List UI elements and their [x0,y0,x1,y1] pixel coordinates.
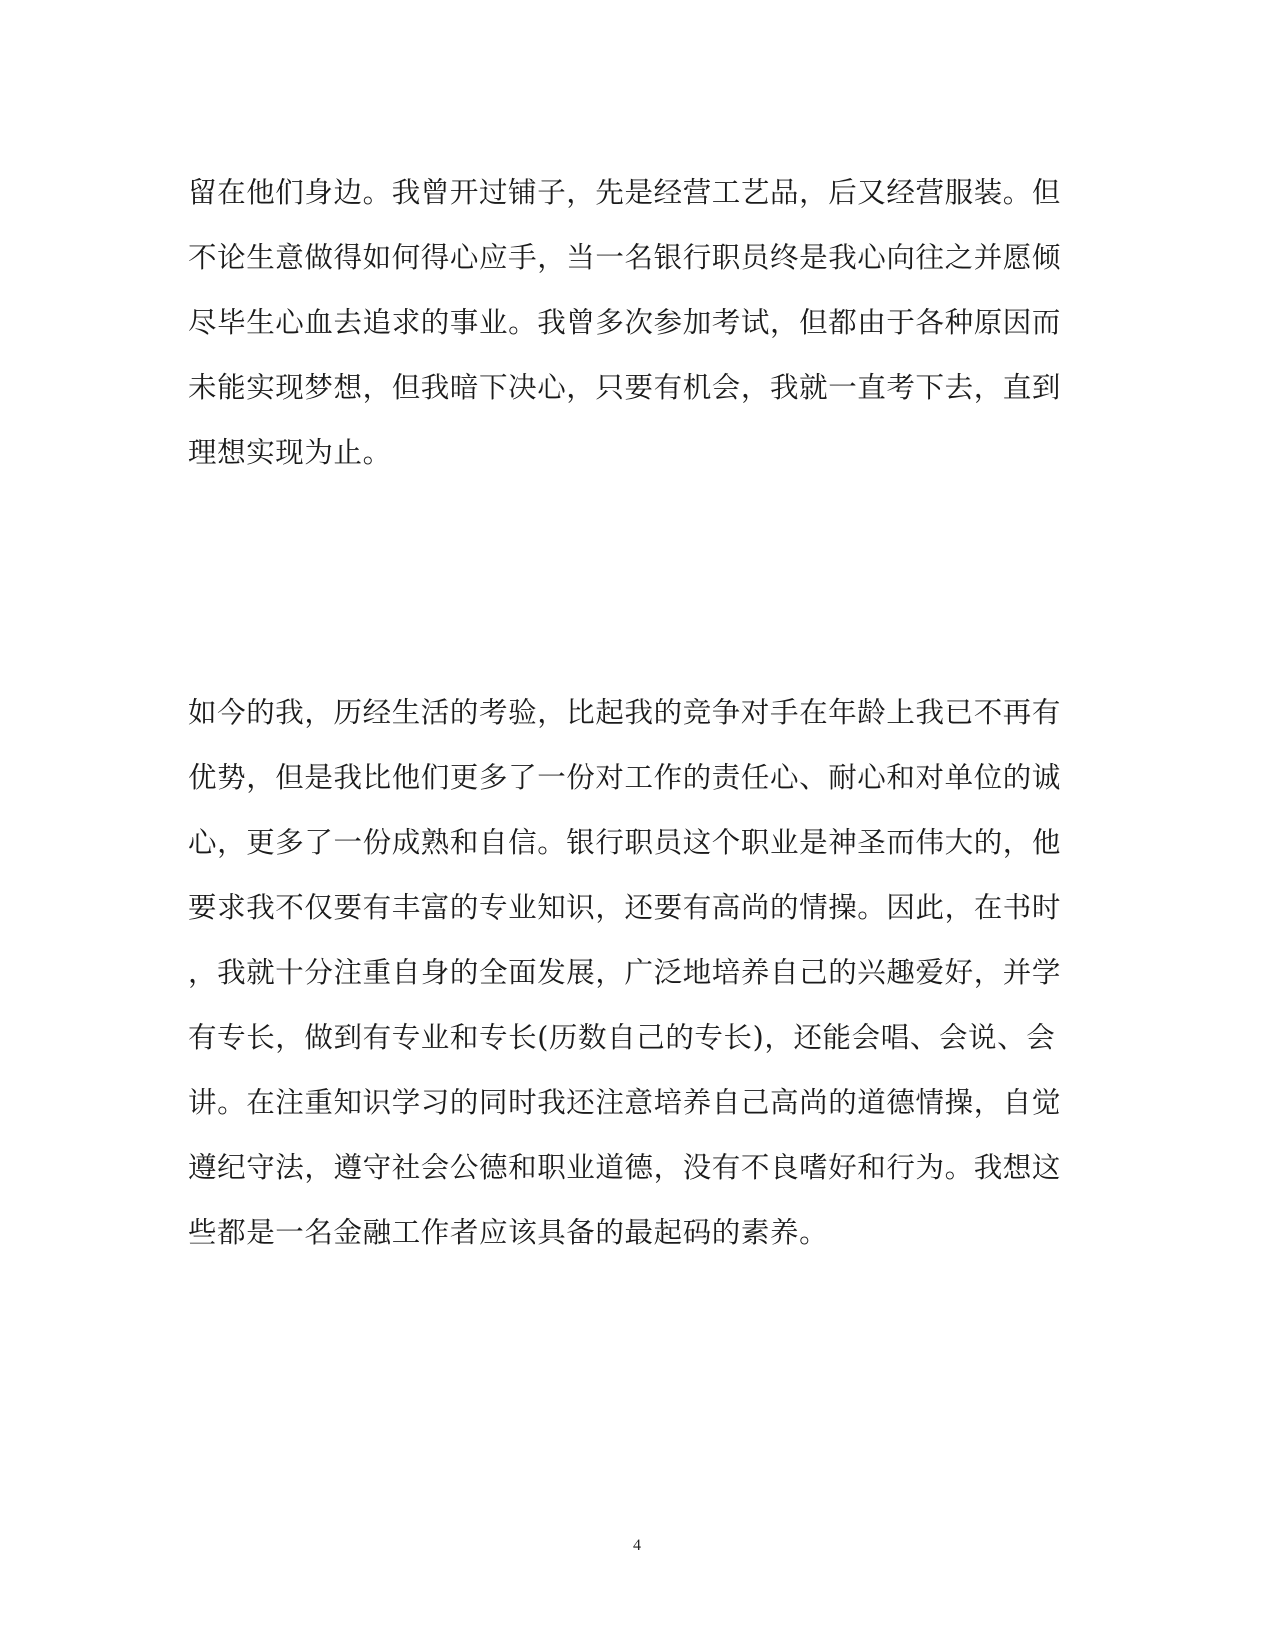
text-line: 优势，但是我比他们更多了一份对工作的责任心、耐心和对单位的诚 [188,761,1062,794]
paragraph-2 [188,680,1068,1265]
paragraph-1 [188,160,1068,485]
text-line: 理想实现为止。 [188,436,392,469]
text-line: ，我就十分注重自身的全面发展，广泛地培养自己的兴趣爱好，并学 [188,956,1062,989]
text-line: 讲。在注重知识学习的同时我还注意培养自己高尚的道德情操，自觉 [188,1086,1062,1119]
text-line: 如今的我，历经生活的考验，比起我的竞争对手在年龄上我已不再有 [188,696,1062,729]
text-line: 些都是一名金融工作者应该具备的最起码的素养。 [188,1216,829,1249]
text-line: 尽毕生心血去追求的事业。我曾多次参加考试，但都由于各种原因而 [188,306,1062,339]
text-line: 留在他们身边。我曾开过铺子，先是经营工艺品，后又经营服装。但 [188,176,1062,209]
text-line: 心，更多了一份成熟和自信。银行职员这个职业是神圣而伟大的，他 [188,826,1062,859]
text-line: 未能实现梦想，但我暗下决心，只要有机会，我就一直考下去，直到 [188,371,1062,404]
text-line: 要求我不仅要有丰富的专业知识，还要有高尚的情操。因此，在书时 [188,891,1062,924]
text-line: 有专长，做到有专业和专长(历数自己的专长)，还能会唱、会说、会 [188,1021,1056,1054]
text-line: 遵纪守法，遵守社会公德和职业道德，没有不良嗜好和行为。我想这 [188,1151,1062,1184]
text-line: 不论生意做得如何得心应手，当一名银行职员终是我心向往之并愿倾 [188,241,1062,274]
page-number: 4 [633,1537,641,1554]
